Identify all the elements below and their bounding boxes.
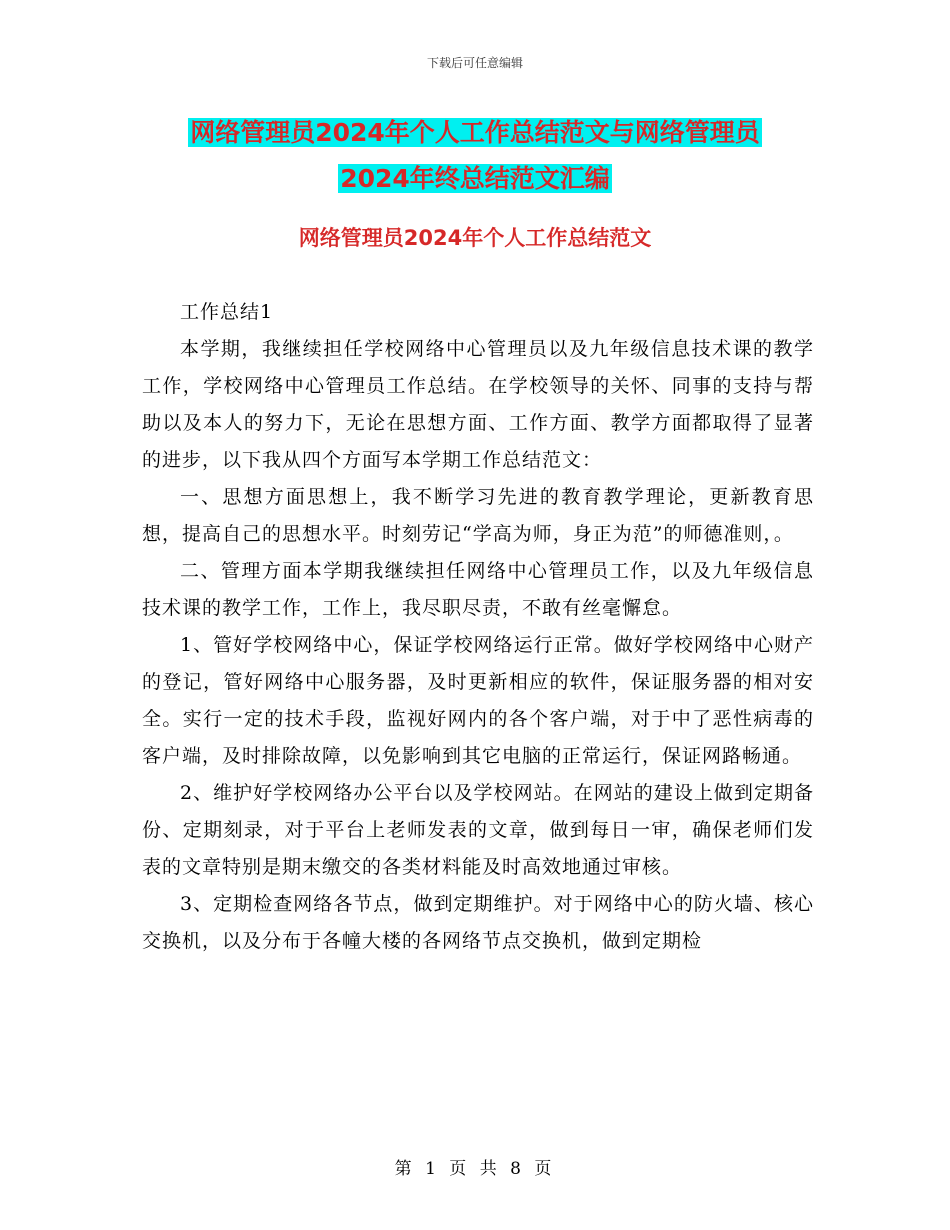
document-body bbox=[142, 294, 814, 960]
header-note: 下载后可任意编辑 bbox=[426, 56, 523, 70]
paragraph: 3、定期检查网络各节点，做到定期维护。对于网络中心的防火墙、核心交换机，以及分布于各幢大楼的各网络节点交换机，做到定期检 bbox=[142, 893, 814, 952]
document-title-line1: 网络管理员2024年个人工作总结范文与网络管理员 bbox=[190, 118, 760, 147]
paragraph: 1、管好学校网络中心，保证学校网络运行正常。做好学校网络中心财产的登记，管好网络中心服务器，及时更新相应的软件，保证服务器的相对安全。实行一定的技术手段，监视好网内的各个客户端，对于中了恶性病毒的客户端，及时排除故障，以免影响到其它电脑的正常运行，保证网路畅通。 bbox=[142, 634, 814, 767]
paragraph: 一、思想方面思想上，我不断学习先进的教育教学理论，更新教育思想，提高自己的思想水平。时刻劳记“学高为师，身正为范”的师德准则，。 bbox=[142, 486, 814, 545]
page-number: 第 1 页 共 8 页 bbox=[394, 1159, 556, 1179]
document-title-line2: 2024年终总结范文汇编 bbox=[340, 164, 610, 193]
document-title bbox=[120, 110, 830, 202]
paragraph: 工作总结1 bbox=[180, 301, 274, 323]
paragraph: 2、维护好学校网络办公平台以及学校网站。在网站的建设上做到定期备份、定期刻录，对于平台上老师发表的文章，做到每日一审，确保老师们发表的文章特别是期末缴交的各类材料能及时高效地通过审核。 bbox=[142, 782, 814, 878]
section-title: 网络管理员2024年个人工作总结范文 bbox=[298, 226, 652, 250]
paragraph: 二、管理方面本学期我继续担任网络中心管理员工作，以及九年级信息技术课的教学工作，工作上，我尽职尽责，不敢有丝毫懈怠。 bbox=[142, 560, 814, 619]
paragraph: 本学期，我继续担任学校网络中心管理员以及九年级信息技术课的教学工作，学校网络中心管理员工作总结。在学校领导的关怀、同事的支持与帮助以及本人的努力下，无论在思想方面、工作方面、教学方面都取得了显著的进步，以下我从四个方面写本学期工作总结范文： bbox=[142, 338, 814, 471]
